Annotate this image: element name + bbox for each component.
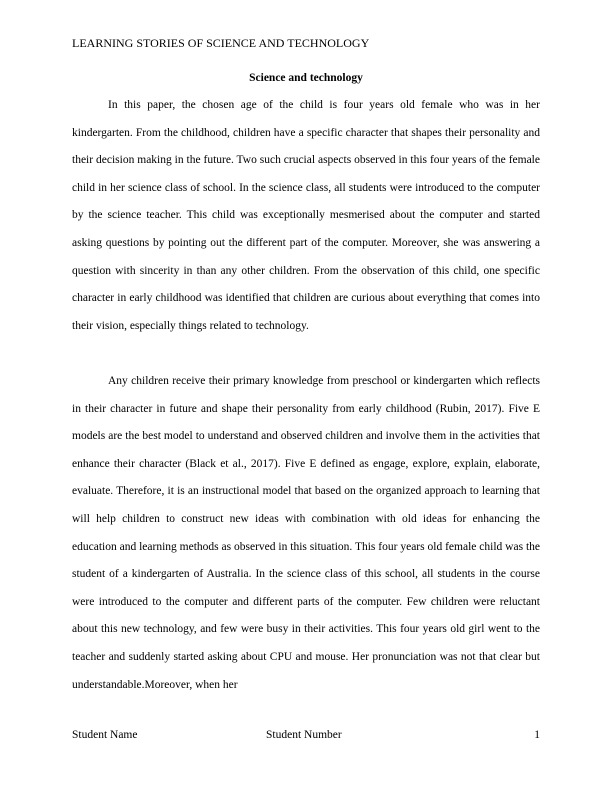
page-footer <box>72 728 540 744</box>
document-title: Science and technology <box>249 72 363 84</box>
body-paragraph-2: Any children receive their primary knowledge from preschool or kindergarten which reflects in their character in future and shape their personality from early childhood (Rubin, 2017). Five E models are the best model to understand and observed children and involve them in the activities that enhance their character (Black et al., 2017). Five E defined as engage, explore, explain, elaborate, evaluate. Therefore, it is an instructional model that based on the organized approach to learning that will help children to construct new ideas with combination with old ideas for enhancing the education and learning methods as observed in this situation. This four years old female child was the student of a kindergarten of Australia. In the science class of this school, all students in the course were introduced to the computer and different parts of the computer. Few children were reluctant about this new technology, and few were busy in their activities. This four years old girl went to the teacher and suddenly started asking about CPU and mouse. Her pronunciation was not that clear but understandable.Moreover, when her <box>72 375 540 691</box>
footer-student-number: Student Number <box>266 729 342 741</box>
footer-page-number: 1 <box>534 729 540 741</box>
running-head: LEARNING STORIES OF SCIENCE AND TECHNOLOGY <box>72 36 370 50</box>
footer-student-name: Student Name <box>72 729 138 741</box>
body-paragraph-1: In this paper, the chosen age of the child is four years old female who was in her kindergarten. From the childhood, children have a specific character that shapes their personality and their decision making in the future. Two such crucial aspects observed in this four years of the female child in her science class of school. In the science class, all students were introduced to the computer by the science teacher. This child was exceptionally mesmerised about the computer and started asking questions by pointing out the different part of the computer. Moreover, she was answering a question with sincerity in than any other children. From the observation of this child, one specific character in early childhood was identified that children are curious about everything that comes into their vision, especially things related to technology. <box>72 99 540 332</box>
